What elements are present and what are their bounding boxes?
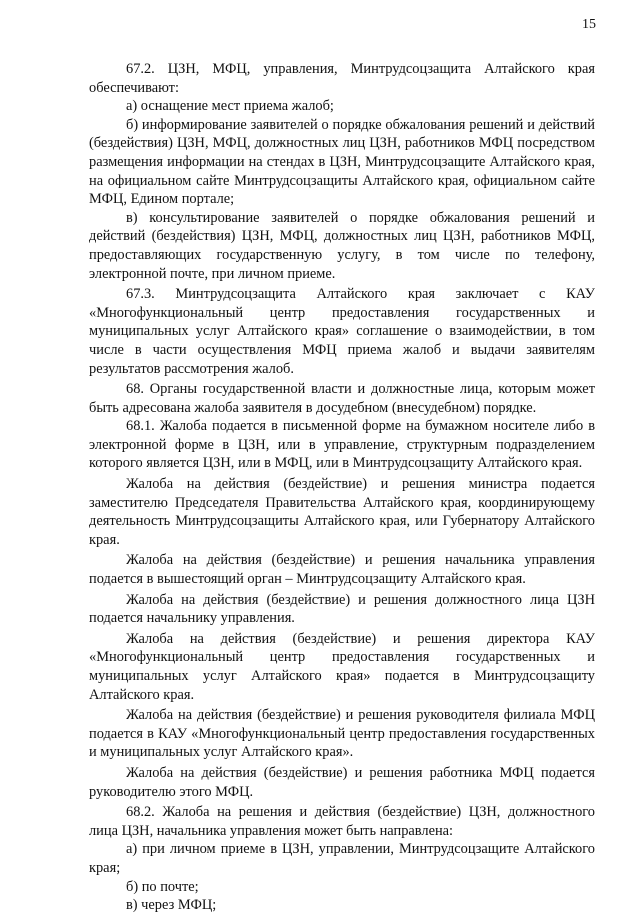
- paragraph-item-a: а) оснащение мест приема жалоб;: [126, 98, 334, 115]
- paragraph-channel-v: в) через МФЦ;: [126, 897, 217, 914]
- paragraph-item-b: б) информирование заявителей о порядке обжалования решений и действий (бездействия) ЦЗН, МФЦ, должностных лиц ЦЗН, работников МФЦ посредством размещения информации на стендах в ЦЗН, Минтрудсоцзащите Алтайского края, на официальном сайте Минтрудсоцзащиты Алтайского края, официальном сайте МФЦ, Едином портале;: [89, 116, 595, 208]
- paragraph-channel-b: б) по почте;: [126, 878, 199, 895]
- paragraph-complaint-czn-official: Жалоба на действия (бездействие) и решения должностного лица ЦЗН подается начальнику управления.: [89, 591, 595, 627]
- paragraph-68: 68. Органы государственной власти и должностные лица, которым может быть адресована жалоба заявителя в досудебном (внесудебном) порядке.: [89, 381, 595, 416]
- paragraph-channel-a: а) при личном приеме в ЦЗН, управлении, Минтрудсоцзащите Алтайского края;: [89, 841, 595, 876]
- paragraph-item-v: в) консультирование заявителей о порядке обжалования решений и действий (бездействия) ЦЗН, МФЦ, должностных лиц ЦЗН, работников МФЦ, предоставляющих государственную услугу, в том числе по телефону, электронной почте, при личном приеме.: [89, 209, 595, 282]
- page-number: 15: [582, 17, 596, 32]
- document-body: [89, 60, 595, 915]
- paragraph-complaint-department-head: Жалоба на действия (бездействие) и решения начальника управления подается в вышестоящий орган – Минтрудсоцзащиту Алтайского края.: [89, 552, 595, 588]
- paragraph-complaint-branch-head: Жалоба на действия (бездействие) и решения руководителя филиала МФЦ подается в КАУ «Многофункциональный центр предоставления государственных и муниципальных услуг Алтайского края».: [89, 707, 595, 761]
- paragraph-68-2: 68.2. Жалоба на решения и действия (бездействие) ЦЗН, должностного лица ЦЗН, начальника управления может быть направлена:: [89, 804, 595, 839]
- paragraph-complaint-minister: Жалоба на действия (бездействие) и решения министра подается заместителю Председателя Правительства Алтайского края, координирующему деятельность Минтрудсоцзащиты Алтайского края, или Губернатору Алтайского края.: [89, 476, 595, 548]
- paragraph-complaint-mfc-worker: Жалоба на действия (бездействие) и решения работника МФЦ подается руководителю этого МФЦ.: [89, 764, 595, 800]
- paragraph-67-3: 67.3. Минтрудсоцзащита Алтайского края заключает с КАУ «Многофункциональный центр предоставления государственных и муниципальных услуг Алтайского края» соглашение о взаимодействии, в том числе в части осуществления МФЦ приема жалоб и выдачи заявителям результатов рассмотрения жалоб.: [89, 286, 595, 377]
- paragraph-68-1: 68.1. Жалоба подается в письменной форме на бумажном носителе либо в электронной форме в ЦЗН, или в управление, структурным подразделением которого является ЦЗН, или в МФЦ, или в Минтрудсоцзащиту Алтайского края.: [89, 418, 595, 472]
- paragraph-complaint-kau-director: Жалоба на действия (бездействие) и решения директора КАУ «Многофункциональный центр предоставления государственных и муниципальных услуг Алтайского края» подается в Минтрудсоцзащиту Алтайского края.: [89, 630, 595, 703]
- paragraph-67-2: 67.2. ЦЗН, МФЦ, управления, Минтрудсоцзащита Алтайского края обеспечивают:: [89, 61, 595, 96]
